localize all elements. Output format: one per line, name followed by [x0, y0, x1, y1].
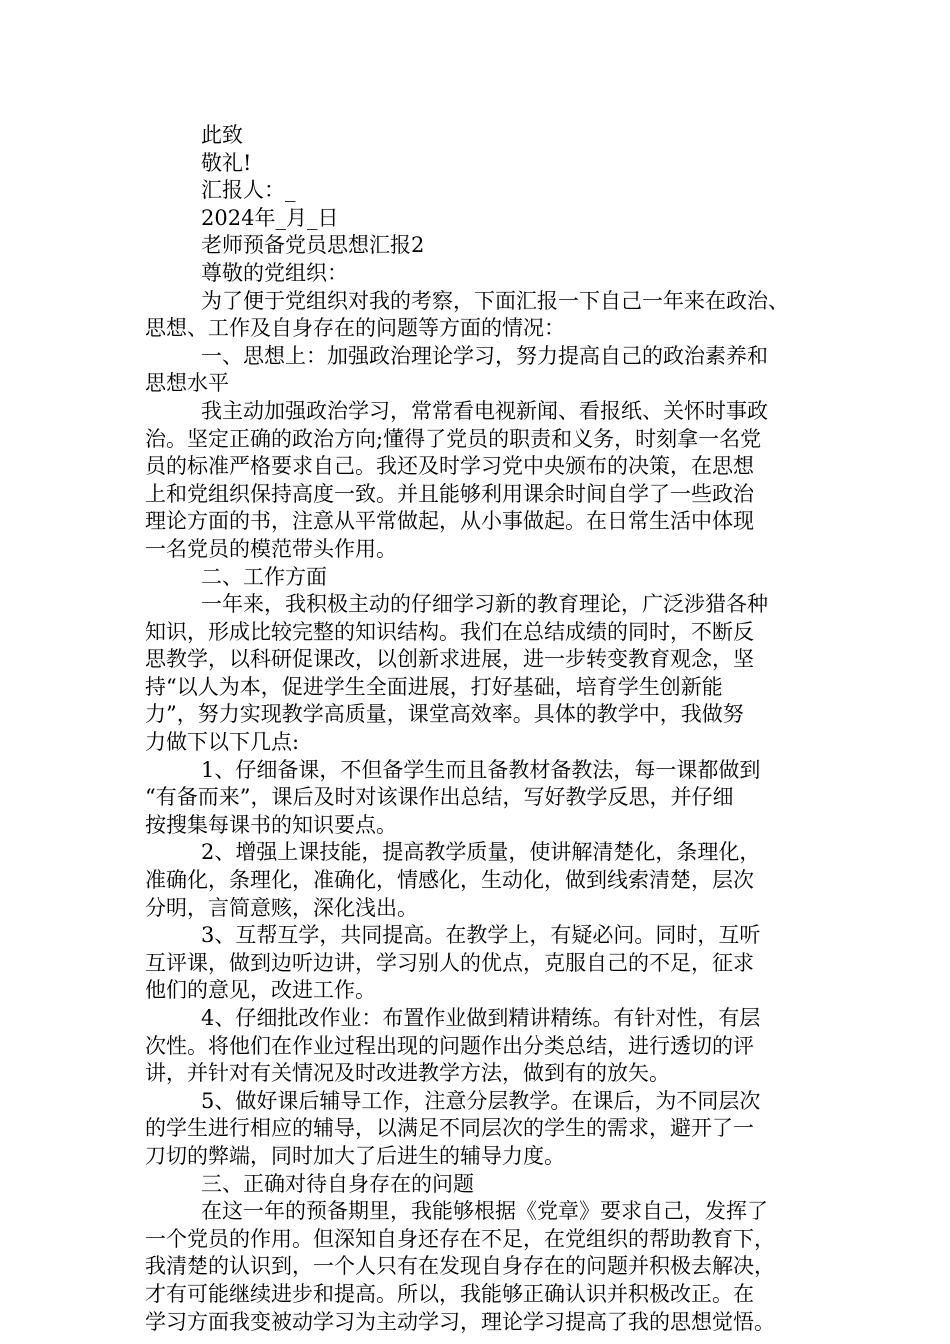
text-line: 思想水平 — [145, 371, 229, 396]
text-line: 我主动加强政治学习，常常看电视新闻、看报纸、关怀时事政 — [201, 398, 768, 423]
text-line: 一名党员的模范带头作用。 — [145, 536, 397, 561]
text-line: 为了便于党组织对我的考察，下面汇报一下自己一年来在政治、 — [201, 288, 789, 313]
text-line: 持“以人为本，促进学生全面进展，打好基础，培育学生创新能 — [145, 674, 723, 699]
text-line: 力做下以下几点: — [145, 730, 300, 755]
document-body — [145, 122, 825, 1336]
text-line: 此致 — [201, 123, 243, 147]
text-line: 尊敬的党组织： — [201, 260, 348, 285]
text-line: 次性。将他们在作业过程出现的问题作出分类总结，进行透切的评 — [145, 1033, 754, 1058]
text-line: 一个党员的作用。但深知自身还存在不足，在党组织的帮助教育下， — [145, 1226, 775, 1251]
text-line: 力”，努力实现教学高质量，课堂高效率。具体的教学中，我做努 — [145, 702, 744, 727]
text-line: 一年来，我积极主动的仔细学习新的教育理论，广泛涉猎各种 — [201, 592, 768, 617]
text-line: 5、做好课后辅导工作，注意分层教学。在课后，为不同层次 — [201, 1088, 761, 1113]
text-line: 2024年_月_日 — [201, 205, 339, 230]
text-line: 才有可能继续进步和提高。所以，我能够正确认识并积极改正。在 — [145, 1281, 754, 1306]
text-line: 一、思想上：加强政治理论学习，努力提高自己的政治素养和 — [201, 343, 768, 368]
text-line: 3、互帮互学，共同提高。在教学上，有疑必问。同时，互听 — [201, 923, 761, 948]
text-line: 按搜集每课书的知识要点。 — [145, 812, 397, 837]
text-line: 员的标准严格要求自己。我还及时学习党中央颁布的决策，在思想 — [145, 454, 754, 479]
text-line: 理论方面的书，注意从平常做起，从小事做起。在日常生活中体现 — [145, 509, 754, 534]
text-line: 学习方面我变被动学习为主动学习，理论学习提高了我的思想觉悟。 — [145, 1309, 775, 1334]
text-line: 分明，言简意赅，深化浅出。 — [145, 895, 418, 920]
text-line: 准确化，条理化，准确化，情感化，生动化，做到线索清楚，层次 — [145, 868, 754, 893]
text-line: 讲，并针对有关情况及时改进教学方法，做到有的放矢。 — [145, 1061, 670, 1086]
text-line: 的学生进行相应的辅导，以满足不同层次的学生的需求，避开了一 — [145, 1116, 754, 1141]
text-line: 我清楚的认识到，一个人只有在发现自身存在的问题并积极去解决， — [145, 1254, 775, 1279]
text-line: 老师预备党员思想汇报2 — [201, 233, 425, 258]
text-line: 思想、工作及自身存在的问题等方面的情况： — [145, 316, 565, 341]
text-line: 互评课，做到边听边讲，学习别人的优点，克服自己的不足，征求 — [145, 950, 754, 975]
text-line: 知识，形成比较完整的知识结构。我们在总结成绩的同时，不断反 — [145, 619, 754, 644]
text-line: 他们的意见，改进工作。 — [145, 978, 376, 1003]
text-line: 上和党组织保持高度一致。并且能够利用课余时间自学了一些政治 — [145, 481, 754, 506]
text-line: “有备而来”，课后及时对该课作出总结，写好教学反思，并仔细 — [145, 785, 734, 810]
text-line: 二、工作方面 — [201, 564, 327, 589]
text-line: 思教学，以科研促课改，以创新求进展，进一步转变教育观念，坚 — [145, 647, 754, 672]
text-line: 2、增强上课技能，提高教学质量，使讲解清楚化，条理化， — [201, 840, 761, 865]
text-line: 在这一年的预备期里，我能够根据《党章》要求自己，发挥了 — [201, 1199, 768, 1224]
text-line: 敬礼! — [201, 150, 252, 175]
text-line: 三、正确对待自身存在的问题 — [201, 1171, 474, 1196]
text-line: 汇报人：_ — [201, 178, 296, 203]
text-line: 4、仔细批改作业：布置作业做到精讲精练。有针对性，有层 — [201, 1006, 761, 1030]
text-line: 治。坚定正确的政治方向;懂得了党员的职责和义务，时刻拿一名党 — [145, 426, 762, 451]
text-line: 1、仔细备课，不但备学生而且备教材备教法，每一课都做到 — [201, 757, 761, 782]
text-line: 刀切的弊端，同时加大了后进生的辅导力度。 — [145, 1143, 565, 1168]
